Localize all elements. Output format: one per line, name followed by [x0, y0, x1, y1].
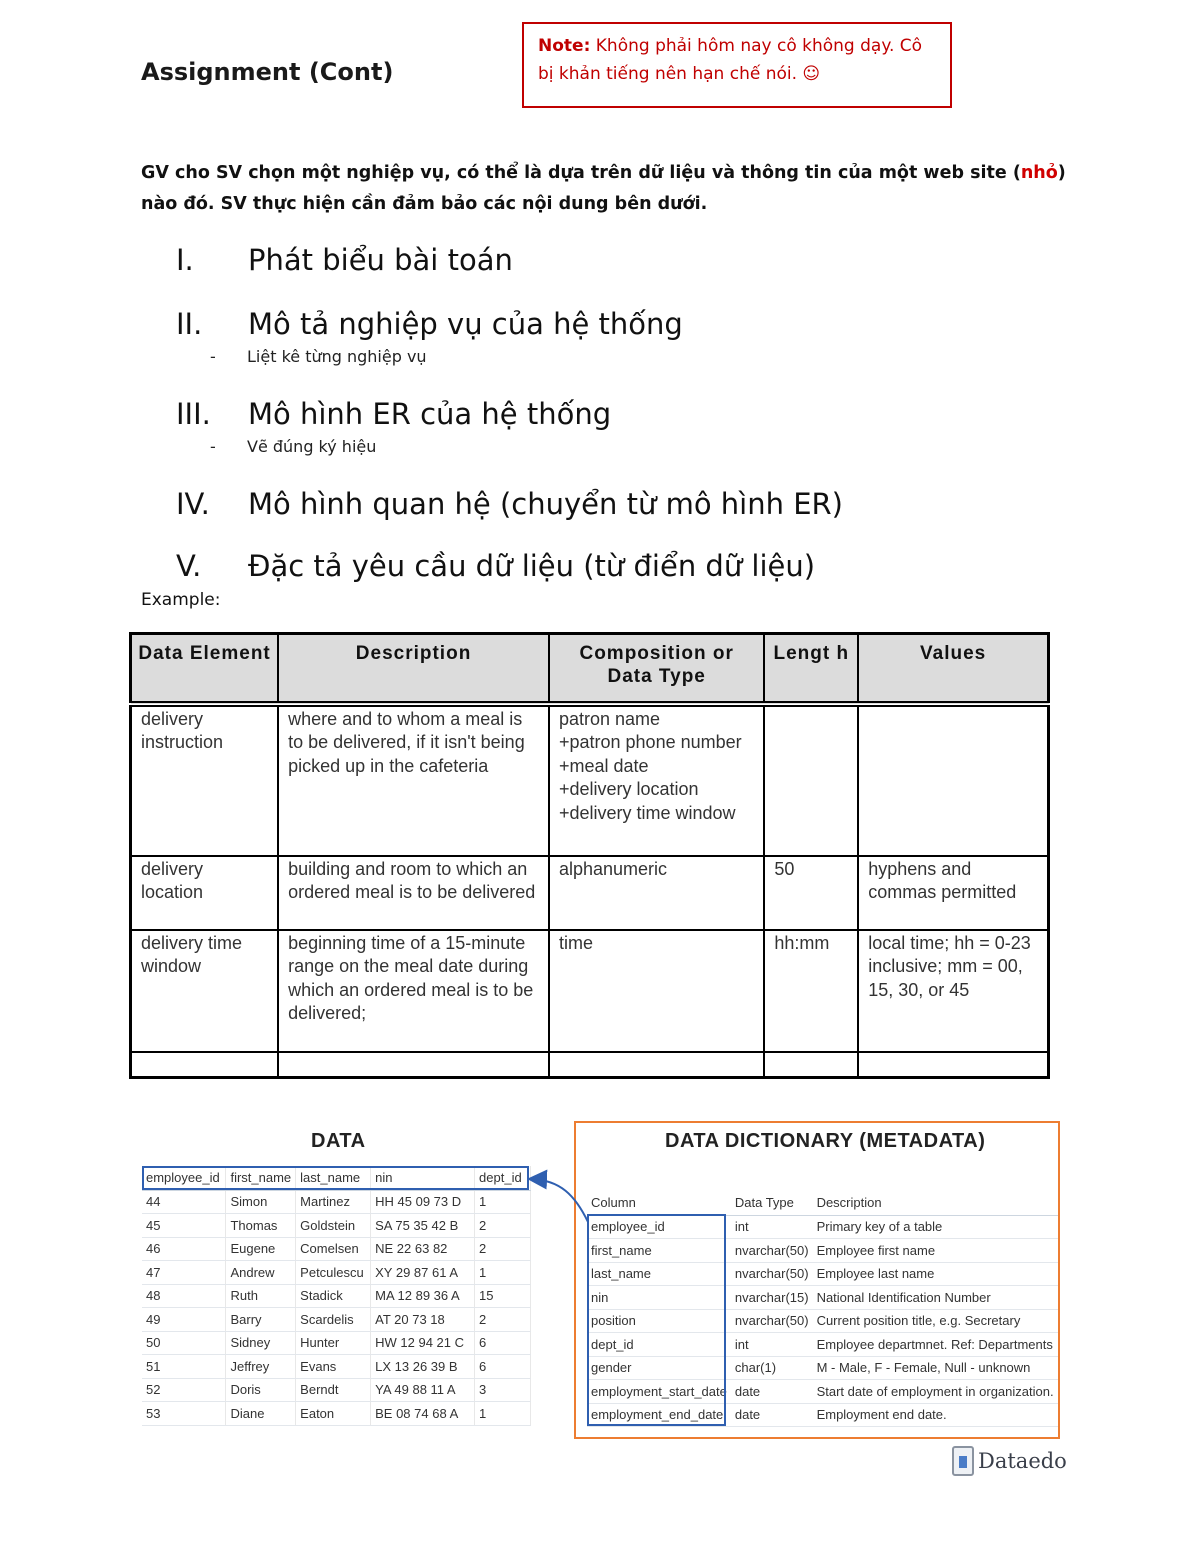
table-cell: building and room to which an ordered meal is to be delivered: [278, 856, 549, 930]
table-cell: nvarchar(50): [731, 1309, 813, 1333]
table-cell: 1: [475, 1190, 531, 1214]
table-cell: Comelsen: [296, 1237, 371, 1261]
table-cell: 49: [142, 1308, 226, 1332]
example-label: Example:: [141, 590, 221, 610]
col-header-composition: Composition or Data Type: [549, 634, 764, 704]
subitem-dash: -: [210, 437, 216, 456]
table-cell: employee_id: [587, 1215, 731, 1239]
table-cell: [858, 704, 1048, 856]
table-cell: 2: [475, 1237, 531, 1261]
table-cell: employment_start_date: [587, 1380, 731, 1404]
table-cell: last_name: [587, 1262, 731, 1286]
section-heading: Mô hình ER của hệ thống: [248, 397, 612, 431]
table-cell: nvarchar(15): [731, 1286, 813, 1310]
table-cell: 1: [475, 1402, 531, 1426]
note-box: [522, 22, 952, 108]
metadata-figure-title: DATA DICTIONARY (METADATA): [665, 1130, 986, 1152]
table-cell: Start date of employment in organization.: [813, 1380, 1058, 1404]
table-cell: Evans: [296, 1355, 371, 1379]
table-cell: SA 75 35 42 B: [371, 1214, 475, 1238]
section-heading: Đặc tả yêu cầu dữ liệu (từ điển dữ liệu): [248, 549, 816, 583]
table-cell: HW 12 94 21 C: [371, 1331, 475, 1355]
table-cell: NE 22 63 82: [371, 1237, 475, 1261]
data-header-highlight: [142, 1166, 529, 1190]
table-cell: 6: [475, 1355, 531, 1379]
table-cell: local time; hh = 0-23 inclusive; mm = 00, 15, 30, or 45: [858, 930, 1048, 1052]
table-cell: Employee first name: [813, 1239, 1058, 1263]
table-cell: Andrew: [226, 1261, 296, 1285]
section-number: V.: [176, 549, 202, 583]
col-header-values: Values: [858, 634, 1048, 704]
section-3: [176, 397, 611, 431]
table-cell: 46: [142, 1237, 226, 1261]
data-col-header: nin: [371, 1166, 475, 1190]
table-cell: Doris: [226, 1378, 296, 1402]
table-cell: [549, 1052, 764, 1078]
table-cell: HH 45 09 73 D: [371, 1190, 475, 1214]
table-cell: dept_id: [587, 1333, 731, 1357]
table-cell: time: [549, 930, 764, 1052]
intro-part1: GV cho SV chọn một nghiệp vụ, có thể là dựa trên dữ liệu và thông tin của một web site (: [141, 163, 1021, 183]
table-cell: [764, 704, 858, 856]
table-cell: 50: [764, 856, 858, 930]
section-heading: Phát biểu bài toán: [248, 243, 513, 277]
table-cell: Scardelis: [296, 1308, 371, 1332]
col-header-data-element: Data Element: [131, 634, 279, 704]
table-cell: delivery instruction: [131, 704, 279, 856]
table-cell: date: [731, 1403, 813, 1427]
table-cell: int: [731, 1333, 813, 1357]
data-figure-title: DATA: [311, 1130, 366, 1152]
intro-paragraph: [141, 158, 1066, 220]
table-cell: int: [731, 1215, 813, 1239]
table-row: [142, 1402, 531, 1426]
section-1: [176, 243, 513, 277]
table-cell: employment_end_date: [587, 1403, 731, 1427]
page-title: Assignment (Cont): [141, 58, 394, 86]
table-cell: [131, 1052, 279, 1078]
table-cell: beginning time of a 15-minute range on the meal date during which an ordered meal is to be delivered;: [278, 930, 549, 1052]
table-cell: date: [731, 1380, 813, 1404]
table-cell: where and to whom a meal is to be delivered, if it isn't being picked up in the cafeteria: [278, 704, 549, 856]
table-cell: Sidney: [226, 1331, 296, 1355]
note-text: Không phải hôm nay cô không dạy. Cô bị khản tiếng nên hạn chế nói. ☺: [538, 36, 923, 84]
table-row: [131, 704, 1049, 856]
table-cell: nvarchar(50): [731, 1239, 813, 1263]
table-row: [142, 1261, 531, 1285]
table-row: [131, 1052, 1049, 1078]
logo-text: Dataedo: [978, 1449, 1067, 1473]
table-cell: [278, 1052, 549, 1078]
table-cell: XY 29 87 61 A: [371, 1261, 475, 1285]
meta-col-header: Column: [587, 1191, 731, 1215]
table-cell: Current position title, e.g. Secretary: [813, 1309, 1058, 1333]
table-cell: hh:mm: [764, 930, 858, 1052]
table-cell: 15: [475, 1284, 531, 1308]
data-col-header: first_name: [226, 1166, 296, 1190]
table-cell: 52: [142, 1378, 226, 1402]
table-cell: patron name +patron phone number +meal date +delivery location +delivery time window: [549, 704, 764, 856]
section-2: [176, 307, 683, 341]
table-cell: hyphens and commas permitted: [858, 856, 1048, 930]
table-cell: Ruth: [226, 1284, 296, 1308]
table-row: [142, 1284, 531, 1308]
table-cell: Jeffrey: [226, 1355, 296, 1379]
section-heading: Mô tả nghiệp vụ của hệ thống: [248, 307, 683, 341]
table-cell: Simon: [226, 1190, 296, 1214]
col-header-description: Description: [278, 634, 549, 704]
section-number: III.: [176, 397, 211, 431]
table-cell: Eaton: [296, 1402, 371, 1426]
table-cell: 53: [142, 1402, 226, 1426]
table-cell: BE 08 74 68 A: [371, 1402, 475, 1426]
table-cell: Martinez: [296, 1190, 371, 1214]
table-row: [142, 1308, 531, 1332]
meta-col-header: Description: [813, 1191, 1058, 1215]
subitem-text: Vẽ đúng ký hiệu: [247, 437, 377, 456]
table-cell: YA 49 88 11 A: [371, 1378, 475, 1402]
table-cell: 1: [475, 1261, 531, 1285]
metadata-column-highlight: [587, 1214, 726, 1426]
section-4: [176, 487, 843, 521]
subitem-dash: -: [210, 347, 216, 366]
meta-col-header: Data Type: [731, 1191, 813, 1215]
section-heading: Mô hình quan hệ (chuyển từ mô hình ER): [248, 487, 843, 521]
section-5: [176, 549, 815, 583]
table-row: [131, 930, 1049, 1052]
section-number: IV.: [176, 487, 210, 521]
table-cell: 48: [142, 1284, 226, 1308]
table-row: [142, 1190, 531, 1214]
section-3-subitem: [210, 437, 376, 456]
table-cell: delivery time window: [131, 930, 279, 1052]
section-2-subitem: [210, 347, 427, 366]
table-cell: Goldstein: [296, 1214, 371, 1238]
table-cell: Stadick: [296, 1284, 371, 1308]
table-cell: first_name: [587, 1239, 731, 1263]
table-row: [142, 1355, 531, 1379]
table-cell: nin: [587, 1286, 731, 1310]
table-row: [142, 1331, 531, 1355]
intro-part2: ) nào đó. SV thực hiện cần đảm bảo các nội dung bên dưới.: [141, 163, 1066, 214]
intro-highlight: nhỏ: [1020, 163, 1058, 183]
table-row: [142, 1214, 531, 1238]
table-cell: 44: [142, 1190, 226, 1214]
table-cell: Diane: [226, 1402, 296, 1426]
table-cell: 51: [142, 1355, 226, 1379]
table-cell: Barry: [226, 1308, 296, 1332]
table-cell: MA 12 89 36 A: [371, 1284, 475, 1308]
table-cell: Employee departmnet. Ref: Departments: [813, 1333, 1058, 1357]
table-cell: alphanumeric: [549, 856, 764, 930]
table-cell: Berndt: [296, 1378, 371, 1402]
table-cell: char(1): [731, 1356, 813, 1380]
dataedo-logo: [952, 1446, 1067, 1476]
table-cell: 6: [475, 1331, 531, 1355]
table-cell: nvarchar(50): [731, 1262, 813, 1286]
table-cell: National Identification Number: [813, 1286, 1058, 1310]
table-cell: 3: [475, 1378, 531, 1402]
table-cell: Primary key of a table: [813, 1215, 1058, 1239]
data-figure-table: [142, 1166, 531, 1426]
subitem-text: Liệt kê từng nghiệp vụ: [247, 347, 427, 366]
col-header-length: Lengt h: [764, 634, 858, 704]
table-cell: position: [587, 1309, 731, 1333]
data-col-header: dept_id: [475, 1166, 531, 1190]
table-cell: delivery location: [131, 856, 279, 930]
data-col-header: employee_id: [142, 1166, 226, 1190]
table-cell: [764, 1052, 858, 1078]
table-cell: AT 20 73 18: [371, 1308, 475, 1332]
data-dictionary-example-table: [129, 632, 1050, 1079]
note-label: Note:: [538, 36, 591, 56]
table-cell: Thomas: [226, 1214, 296, 1238]
table-cell: Hunter: [296, 1331, 371, 1355]
table-cell: 50: [142, 1331, 226, 1355]
data-col-header: last_name: [296, 1166, 371, 1190]
table-cell: 2: [475, 1308, 531, 1332]
table-cell: [858, 1052, 1048, 1078]
table-row: [142, 1237, 531, 1261]
table-cell: LX 13 26 39 B: [371, 1355, 475, 1379]
table-cell: Employee last name: [813, 1262, 1058, 1286]
table-row: [142, 1378, 531, 1402]
table-cell: Eugene: [226, 1237, 296, 1261]
table-cell: M - Male, F - Female, Null - unknown: [813, 1356, 1058, 1380]
table-cell: Petculescu: [296, 1261, 371, 1285]
logo-icon: [952, 1446, 974, 1476]
table-cell: 47: [142, 1261, 226, 1285]
section-number: II.: [176, 307, 203, 341]
table-cell: Employment end date.: [813, 1403, 1058, 1427]
table-row: [131, 856, 1049, 930]
table-cell: gender: [587, 1356, 731, 1380]
section-number: I.: [176, 243, 194, 277]
table-cell: 45: [142, 1214, 226, 1238]
table-cell: 2: [475, 1214, 531, 1238]
